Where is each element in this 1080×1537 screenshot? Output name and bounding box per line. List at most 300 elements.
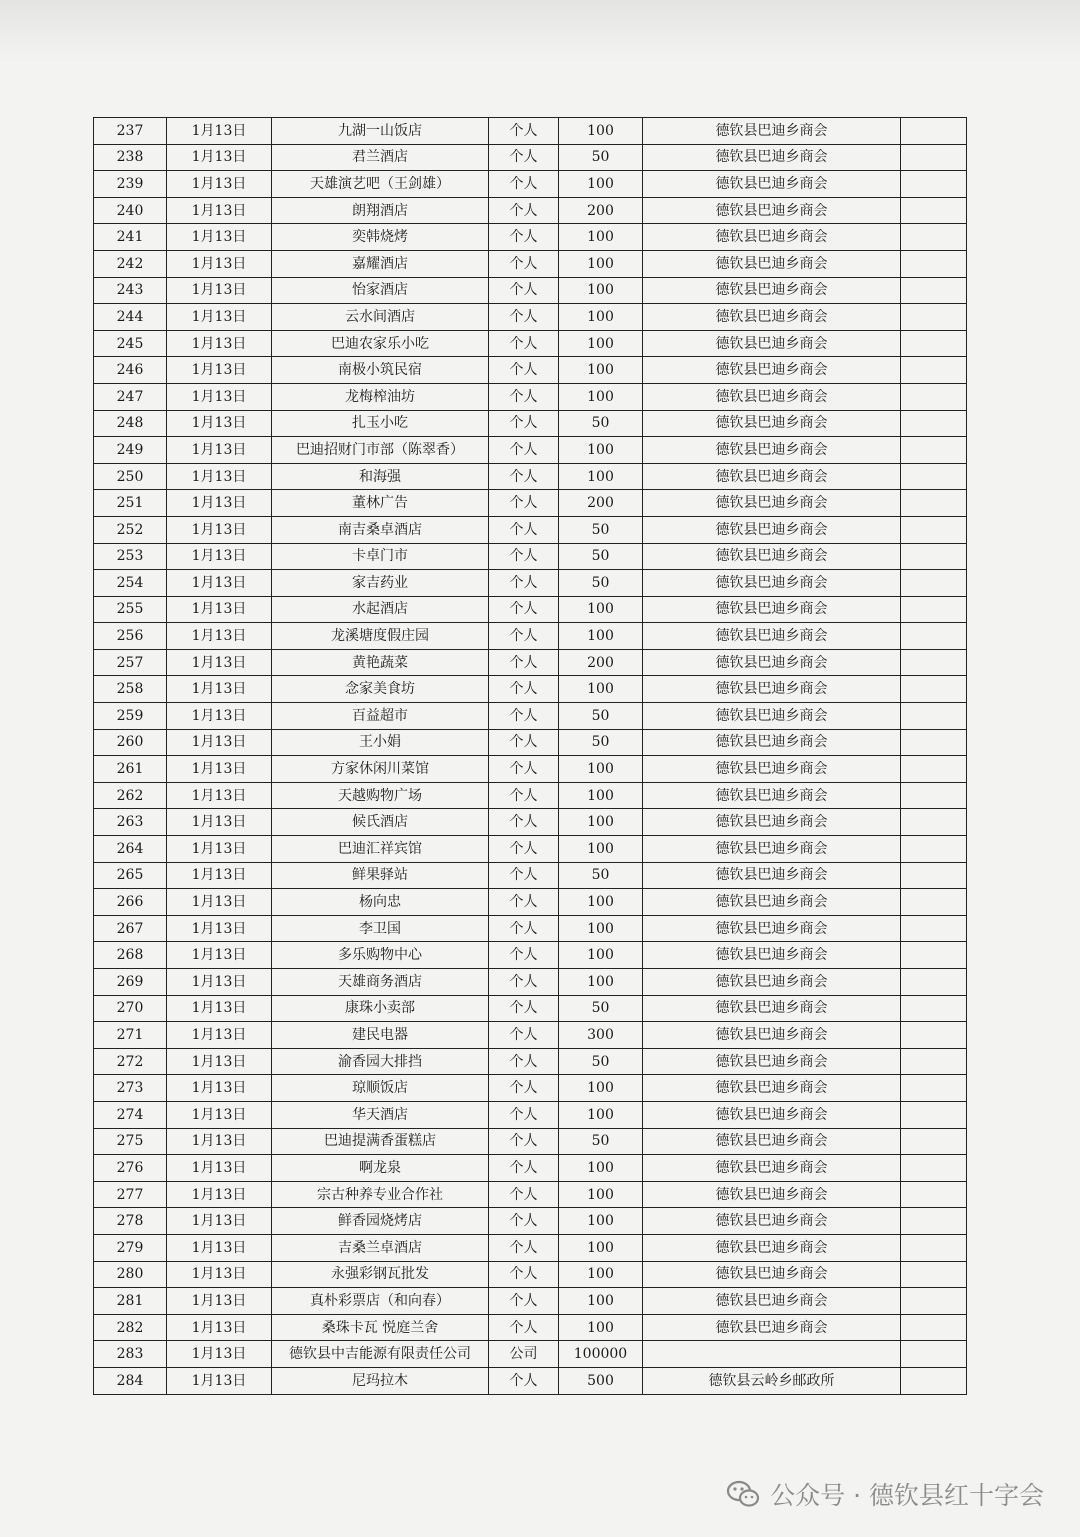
donor-name-cell: 宗古种养专业合作社 bbox=[272, 1181, 489, 1208]
remark-cell bbox=[901, 703, 967, 730]
donor-name-cell: 扎玉小吃 bbox=[272, 410, 489, 437]
donor-type-cell: 个人 bbox=[489, 915, 559, 942]
collecting-unit-cell: 德钦县巴迪乡商会 bbox=[643, 1022, 901, 1049]
remark-cell bbox=[901, 463, 967, 490]
donor-type-cell: 个人 bbox=[489, 729, 559, 756]
row-number-cell: 252 bbox=[94, 516, 167, 543]
amount-cell: 100 bbox=[559, 915, 643, 942]
amount-cell: 100 bbox=[559, 623, 643, 650]
donor-type-cell: 个人 bbox=[489, 649, 559, 676]
date-cell: 1月13日 bbox=[167, 969, 272, 996]
row-number-cell: 260 bbox=[94, 729, 167, 756]
amount-cell: 100 bbox=[559, 171, 643, 198]
remark-cell bbox=[901, 383, 967, 410]
donor-type-cell: 个人 bbox=[489, 490, 559, 517]
donor-type-cell: 个人 bbox=[489, 1261, 559, 1288]
remark-cell bbox=[901, 304, 967, 331]
donor-name-cell: 建民电器 bbox=[272, 1022, 489, 1049]
date-cell: 1月13日 bbox=[167, 1181, 272, 1208]
remark-cell bbox=[901, 596, 967, 623]
date-cell: 1月13日 bbox=[167, 570, 272, 597]
date-cell: 1月13日 bbox=[167, 171, 272, 198]
row-number-cell: 249 bbox=[94, 437, 167, 464]
collecting-unit-cell: 德钦县巴迪乡商会 bbox=[643, 1101, 901, 1128]
collecting-unit-cell: 德钦县巴迪乡商会 bbox=[643, 915, 901, 942]
date-cell: 1月13日 bbox=[167, 676, 272, 703]
remark-cell bbox=[901, 1181, 967, 1208]
date-cell: 1月13日 bbox=[167, 915, 272, 942]
donor-type-cell: 个人 bbox=[489, 1288, 559, 1315]
collecting-unit-cell: 德钦县巴迪乡商会 bbox=[643, 809, 901, 836]
date-cell: 1月13日 bbox=[167, 1288, 272, 1315]
row-number-cell: 284 bbox=[94, 1367, 167, 1394]
collecting-unit-cell: 德钦县巴迪乡商会 bbox=[643, 171, 901, 198]
amount-cell: 100 bbox=[559, 889, 643, 916]
donor-type-cell: 个人 bbox=[489, 304, 559, 331]
remark-cell bbox=[901, 357, 967, 384]
table-row bbox=[94, 1234, 967, 1261]
date-cell: 1月13日 bbox=[167, 1341, 272, 1368]
amount-cell: 100 bbox=[559, 782, 643, 809]
row-number-cell: 280 bbox=[94, 1261, 167, 1288]
remark-cell bbox=[901, 836, 967, 863]
row-number-cell: 267 bbox=[94, 915, 167, 942]
collecting-unit-cell: 德钦县巴迪乡商会 bbox=[643, 304, 901, 331]
donor-name-cell: 家吉药业 bbox=[272, 570, 489, 597]
table-row bbox=[94, 623, 967, 650]
collecting-unit-cell: 德钦县巴迪乡商会 bbox=[643, 1181, 901, 1208]
donor-name-cell: 啊龙泉 bbox=[272, 1155, 489, 1182]
collecting-unit-cell: 德钦县巴迪乡商会 bbox=[643, 277, 901, 304]
row-number-cell: 245 bbox=[94, 330, 167, 357]
date-cell: 1月13日 bbox=[167, 1155, 272, 1182]
remark-cell bbox=[901, 729, 967, 756]
donor-name-cell: 奕韩烧烤 bbox=[272, 224, 489, 251]
remark-cell bbox=[901, 1048, 967, 1075]
donor-type-cell: 公司 bbox=[489, 1341, 559, 1368]
remark-cell bbox=[901, 410, 967, 437]
row-number-cell: 250 bbox=[94, 463, 167, 490]
amount-cell: 100 bbox=[559, 1234, 643, 1261]
collecting-unit-cell: 德钦县巴迪乡商会 bbox=[643, 1128, 901, 1155]
date-cell: 1月13日 bbox=[167, 623, 272, 650]
row-number-cell: 283 bbox=[94, 1341, 167, 1368]
donor-name-cell: 候氏酒店 bbox=[272, 809, 489, 836]
collecting-unit-cell bbox=[643, 1341, 901, 1368]
remark-cell bbox=[901, 437, 967, 464]
date-cell: 1月13日 bbox=[167, 1314, 272, 1341]
date-cell: 1月13日 bbox=[167, 862, 272, 889]
amount-cell: 100 bbox=[559, 1181, 643, 1208]
amount-cell: 100 bbox=[559, 596, 643, 623]
amount-cell: 100 bbox=[559, 277, 643, 304]
date-cell: 1月13日 bbox=[167, 118, 272, 145]
collecting-unit-cell: 德钦县巴迪乡商会 bbox=[643, 118, 901, 145]
row-number-cell: 264 bbox=[94, 836, 167, 863]
row-number-cell: 273 bbox=[94, 1075, 167, 1102]
table-row bbox=[94, 1367, 967, 1394]
collecting-unit-cell: 德钦县云岭乡邮政所 bbox=[643, 1367, 901, 1394]
donor-type-cell: 个人 bbox=[489, 1128, 559, 1155]
row-number-cell: 258 bbox=[94, 676, 167, 703]
donor-type-cell: 个人 bbox=[489, 942, 559, 969]
remark-cell bbox=[901, 330, 967, 357]
donor-type-cell: 个人 bbox=[489, 995, 559, 1022]
amount-cell: 100 bbox=[559, 942, 643, 969]
table-row bbox=[94, 118, 967, 145]
donor-type-cell: 个人 bbox=[489, 809, 559, 836]
row-number-cell: 255 bbox=[94, 596, 167, 623]
table-row bbox=[94, 516, 967, 543]
date-cell: 1月13日 bbox=[167, 1128, 272, 1155]
row-number-cell: 248 bbox=[94, 410, 167, 437]
table-row bbox=[94, 969, 967, 996]
date-cell: 1月13日 bbox=[167, 516, 272, 543]
donor-name-cell: 百益超市 bbox=[272, 703, 489, 730]
amount-cell: 50 bbox=[559, 410, 643, 437]
donor-type-cell: 个人 bbox=[489, 224, 559, 251]
table-row bbox=[94, 1341, 967, 1368]
donation-table bbox=[93, 117, 967, 1395]
remark-cell bbox=[901, 197, 967, 224]
donor-name-cell: 永强彩钢瓦批发 bbox=[272, 1261, 489, 1288]
row-number-cell: 254 bbox=[94, 570, 167, 597]
collecting-unit-cell: 德钦县巴迪乡商会 bbox=[643, 729, 901, 756]
row-number-cell: 263 bbox=[94, 809, 167, 836]
date-cell: 1月13日 bbox=[167, 224, 272, 251]
remark-cell bbox=[901, 1155, 967, 1182]
table-row bbox=[94, 942, 967, 969]
donor-type-cell: 个人 bbox=[489, 1367, 559, 1394]
remark-cell bbox=[901, 1022, 967, 1049]
amount-cell: 100 bbox=[559, 676, 643, 703]
collecting-unit-cell: 德钦县巴迪乡商会 bbox=[643, 516, 901, 543]
table-row bbox=[94, 304, 967, 331]
collecting-unit-cell: 德钦县巴迪乡商会 bbox=[643, 1288, 901, 1315]
donor-name-cell: 真朴彩票店（和向春） bbox=[272, 1288, 489, 1315]
donor-type-cell: 个人 bbox=[489, 703, 559, 730]
donor-type-cell: 个人 bbox=[489, 862, 559, 889]
remark-cell bbox=[901, 995, 967, 1022]
remark-cell bbox=[901, 676, 967, 703]
remark-cell bbox=[901, 1208, 967, 1235]
date-cell: 1月13日 bbox=[167, 463, 272, 490]
remark-cell bbox=[901, 570, 967, 597]
remark-cell bbox=[901, 862, 967, 889]
donor-type-cell: 个人 bbox=[489, 330, 559, 357]
remark-cell bbox=[901, 649, 967, 676]
table-row bbox=[94, 1155, 967, 1182]
row-number-cell: 270 bbox=[94, 995, 167, 1022]
donor-name-cell: 天雄演艺吧（王剑雄） bbox=[272, 171, 489, 198]
remark-cell bbox=[901, 1128, 967, 1155]
table-row bbox=[94, 410, 967, 437]
row-number-cell: 272 bbox=[94, 1048, 167, 1075]
table-row bbox=[94, 862, 967, 889]
donor-name-cell: 杨向忠 bbox=[272, 889, 489, 916]
remark-cell bbox=[901, 1288, 967, 1315]
table-row bbox=[94, 357, 967, 384]
amount-cell: 100 bbox=[559, 1261, 643, 1288]
donor-type-cell: 个人 bbox=[489, 463, 559, 490]
donor-name-cell: 李卫国 bbox=[272, 915, 489, 942]
row-number-cell: 278 bbox=[94, 1208, 167, 1235]
row-number-cell: 268 bbox=[94, 942, 167, 969]
table-row bbox=[94, 224, 967, 251]
donor-type-cell: 个人 bbox=[489, 437, 559, 464]
donor-type-cell: 个人 bbox=[489, 197, 559, 224]
amount-cell: 100 bbox=[559, 809, 643, 836]
amount-cell: 100 bbox=[559, 1075, 643, 1102]
date-cell: 1月13日 bbox=[167, 144, 272, 171]
row-number-cell: 247 bbox=[94, 383, 167, 410]
amount-cell: 50 bbox=[559, 729, 643, 756]
donor-type-cell: 个人 bbox=[489, 383, 559, 410]
collecting-unit-cell: 德钦县巴迪乡商会 bbox=[643, 1075, 901, 1102]
row-number-cell: 276 bbox=[94, 1155, 167, 1182]
table-row bbox=[94, 782, 967, 809]
donor-type-cell: 个人 bbox=[489, 969, 559, 996]
row-number-cell: 281 bbox=[94, 1288, 167, 1315]
date-cell: 1月13日 bbox=[167, 782, 272, 809]
donor-type-cell: 个人 bbox=[489, 1208, 559, 1235]
table-row bbox=[94, 570, 967, 597]
date-cell: 1月13日 bbox=[167, 383, 272, 410]
collecting-unit-cell: 德钦县巴迪乡商会 bbox=[643, 250, 901, 277]
date-cell: 1月13日 bbox=[167, 1022, 272, 1049]
donor-type-cell: 个人 bbox=[489, 889, 559, 916]
collecting-unit-cell: 德钦县巴迪乡商会 bbox=[643, 357, 901, 384]
donor-type-cell: 个人 bbox=[489, 1101, 559, 1128]
donor-name-cell: 董林广告 bbox=[272, 490, 489, 517]
date-cell: 1月13日 bbox=[167, 649, 272, 676]
donor-name-cell: 朗翔酒店 bbox=[272, 197, 489, 224]
table-row bbox=[94, 437, 967, 464]
amount-cell: 50 bbox=[559, 995, 643, 1022]
table-row bbox=[94, 144, 967, 171]
amount-cell: 100 bbox=[559, 1155, 643, 1182]
donor-name-cell: 德钦县中吉能源有限责任公司 bbox=[272, 1341, 489, 1368]
date-cell: 1月13日 bbox=[167, 437, 272, 464]
row-number-cell: 265 bbox=[94, 862, 167, 889]
amount-cell: 300 bbox=[559, 1022, 643, 1049]
table-row bbox=[94, 490, 967, 517]
donor-type-cell: 个人 bbox=[489, 410, 559, 437]
date-cell: 1月13日 bbox=[167, 1367, 272, 1394]
amount-cell: 100 bbox=[559, 437, 643, 464]
donor-name-cell: 云水间酒店 bbox=[272, 304, 489, 331]
table-row bbox=[94, 1261, 967, 1288]
donor-name-cell: 巴迪招财门市部（陈翠香） bbox=[272, 437, 489, 464]
amount-cell: 100 bbox=[559, 756, 643, 783]
collecting-unit-cell: 德钦县巴迪乡商会 bbox=[643, 703, 901, 730]
amount-cell: 100 bbox=[559, 383, 643, 410]
row-number-cell: 269 bbox=[94, 969, 167, 996]
date-cell: 1月13日 bbox=[167, 1101, 272, 1128]
date-cell: 1月13日 bbox=[167, 250, 272, 277]
donor-name-cell: 方家休闲川菜馆 bbox=[272, 756, 489, 783]
amount-cell: 50 bbox=[559, 543, 643, 570]
date-cell: 1月13日 bbox=[167, 756, 272, 783]
remark-cell bbox=[901, 250, 967, 277]
row-number-cell: 239 bbox=[94, 171, 167, 198]
remark-cell bbox=[901, 915, 967, 942]
donor-name-cell: 嘉耀酒店 bbox=[272, 250, 489, 277]
row-number-cell: 274 bbox=[94, 1101, 167, 1128]
remark-cell bbox=[901, 1101, 967, 1128]
donor-type-cell: 个人 bbox=[489, 782, 559, 809]
donor-type-cell: 个人 bbox=[489, 357, 559, 384]
amount-cell: 100 bbox=[559, 357, 643, 384]
wechat-icon bbox=[726, 1479, 760, 1509]
donor-name-cell: 桑珠卡瓦 悦庭兰舍 bbox=[272, 1314, 489, 1341]
row-number-cell: 253 bbox=[94, 543, 167, 570]
date-cell: 1月13日 bbox=[167, 729, 272, 756]
remark-cell bbox=[901, 782, 967, 809]
collecting-unit-cell: 德钦县巴迪乡商会 bbox=[643, 463, 901, 490]
page-top-shadow bbox=[0, 0, 1080, 60]
donor-type-cell: 个人 bbox=[489, 1075, 559, 1102]
row-number-cell: 237 bbox=[94, 118, 167, 145]
date-cell: 1月13日 bbox=[167, 543, 272, 570]
remark-cell bbox=[901, 942, 967, 969]
donor-name-cell: 龙梅榨油坊 bbox=[272, 383, 489, 410]
remark-cell bbox=[901, 969, 967, 996]
date-cell: 1月13日 bbox=[167, 410, 272, 437]
table-row bbox=[94, 1181, 967, 1208]
table-row bbox=[94, 596, 967, 623]
table-row bbox=[94, 171, 967, 198]
table-row bbox=[94, 649, 967, 676]
date-cell: 1月13日 bbox=[167, 277, 272, 304]
amount-cell: 50 bbox=[559, 703, 643, 730]
collecting-unit-cell: 德钦县巴迪乡商会 bbox=[643, 144, 901, 171]
donor-type-cell: 个人 bbox=[489, 1022, 559, 1049]
amount-cell: 50 bbox=[559, 144, 643, 171]
donor-type-cell: 个人 bbox=[489, 836, 559, 863]
collecting-unit-cell: 德钦县巴迪乡商会 bbox=[643, 224, 901, 251]
collecting-unit-cell: 德钦县巴迪乡商会 bbox=[643, 570, 901, 597]
table-row bbox=[94, 703, 967, 730]
remark-cell bbox=[901, 756, 967, 783]
donor-name-cell: 渝香园大排挡 bbox=[272, 1048, 489, 1075]
donor-name-cell: 君兰酒店 bbox=[272, 144, 489, 171]
donor-name-cell: 巴迪提满香蛋糕店 bbox=[272, 1128, 489, 1155]
table-row bbox=[94, 1208, 967, 1235]
collecting-unit-cell: 德钦县巴迪乡商会 bbox=[643, 330, 901, 357]
donor-name-cell: 天雄商务酒店 bbox=[272, 969, 489, 996]
row-number-cell: 259 bbox=[94, 703, 167, 730]
collecting-unit-cell: 德钦县巴迪乡商会 bbox=[643, 1048, 901, 1075]
row-number-cell: 266 bbox=[94, 889, 167, 916]
remark-cell bbox=[901, 277, 967, 304]
date-cell: 1月13日 bbox=[167, 703, 272, 730]
collecting-unit-cell: 德钦县巴迪乡商会 bbox=[643, 836, 901, 863]
remark-cell bbox=[901, 224, 967, 251]
remark-cell bbox=[901, 543, 967, 570]
date-cell: 1月13日 bbox=[167, 995, 272, 1022]
donor-type-cell: 个人 bbox=[489, 543, 559, 570]
donor-name-cell: 巴迪汇祥宾馆 bbox=[272, 836, 489, 863]
remark-cell bbox=[901, 1234, 967, 1261]
collecting-unit-cell: 德钦县巴迪乡商会 bbox=[643, 649, 901, 676]
collecting-unit-cell: 德钦县巴迪乡商会 bbox=[643, 1208, 901, 1235]
amount-cell: 50 bbox=[559, 516, 643, 543]
row-number-cell: 271 bbox=[94, 1022, 167, 1049]
amount-cell: 100 bbox=[559, 1208, 643, 1235]
donor-name-cell: 尼玛拉木 bbox=[272, 1367, 489, 1394]
collecting-unit-cell: 德钦县巴迪乡商会 bbox=[643, 410, 901, 437]
collecting-unit-cell: 德钦县巴迪乡商会 bbox=[643, 623, 901, 650]
table-row bbox=[94, 995, 967, 1022]
collecting-unit-cell: 德钦县巴迪乡商会 bbox=[643, 756, 901, 783]
amount-cell: 100 bbox=[559, 969, 643, 996]
collecting-unit-cell: 德钦县巴迪乡商会 bbox=[643, 197, 901, 224]
remark-cell bbox=[901, 809, 967, 836]
collecting-unit-cell: 德钦县巴迪乡商会 bbox=[643, 1234, 901, 1261]
donor-name-cell: 巴迪农家乐小吃 bbox=[272, 330, 489, 357]
table-row bbox=[94, 463, 967, 490]
donor-name-cell: 水起酒店 bbox=[272, 596, 489, 623]
row-number-cell: 240 bbox=[94, 197, 167, 224]
remark-cell bbox=[901, 889, 967, 916]
date-cell: 1月13日 bbox=[167, 1261, 272, 1288]
amount-cell: 100 bbox=[559, 1101, 643, 1128]
amount-cell: 100 bbox=[559, 304, 643, 331]
amount-cell: 200 bbox=[559, 649, 643, 676]
table-row bbox=[94, 915, 967, 942]
donor-type-cell: 个人 bbox=[489, 118, 559, 145]
collecting-unit-cell: 德钦县巴迪乡商会 bbox=[643, 782, 901, 809]
donor-type-cell: 个人 bbox=[489, 676, 559, 703]
donor-name-cell: 鲜香园烧烤店 bbox=[272, 1208, 489, 1235]
remark-cell bbox=[901, 1314, 967, 1341]
collecting-unit-cell: 德钦县巴迪乡商会 bbox=[643, 995, 901, 1022]
amount-cell: 100 bbox=[559, 118, 643, 145]
table-row bbox=[94, 756, 967, 783]
table-row bbox=[94, 1128, 967, 1155]
table-row bbox=[94, 1288, 967, 1315]
date-cell: 1月13日 bbox=[167, 1048, 272, 1075]
donor-type-cell: 个人 bbox=[489, 277, 559, 304]
remark-cell bbox=[901, 1261, 967, 1288]
donor-name-cell: 南吉桑卓酒店 bbox=[272, 516, 489, 543]
remark-cell bbox=[901, 623, 967, 650]
amount-cell: 200 bbox=[559, 490, 643, 517]
date-cell: 1月13日 bbox=[167, 809, 272, 836]
table-row bbox=[94, 250, 967, 277]
date-cell: 1月13日 bbox=[167, 836, 272, 863]
table-row bbox=[94, 836, 967, 863]
table-row bbox=[94, 1101, 967, 1128]
amount-cell: 50 bbox=[559, 1128, 643, 1155]
amount-cell: 100 bbox=[559, 1288, 643, 1315]
donor-name-cell: 鲜果驿站 bbox=[272, 862, 489, 889]
amount-cell: 100 bbox=[559, 1314, 643, 1341]
donor-type-cell: 个人 bbox=[489, 171, 559, 198]
remark-cell bbox=[901, 1367, 967, 1394]
collecting-unit-cell: 德钦县巴迪乡商会 bbox=[643, 490, 901, 517]
amount-cell: 100 bbox=[559, 463, 643, 490]
donor-type-cell: 个人 bbox=[489, 1314, 559, 1341]
collecting-unit-cell: 德钦县巴迪乡商会 bbox=[643, 1314, 901, 1341]
donor-type-cell: 个人 bbox=[489, 1155, 559, 1182]
amount-cell: 100 bbox=[559, 836, 643, 863]
donor-name-cell: 康珠小卖部 bbox=[272, 995, 489, 1022]
collecting-unit-cell: 德钦县巴迪乡商会 bbox=[643, 1261, 901, 1288]
row-number-cell: 238 bbox=[94, 144, 167, 171]
watermark-text: 公众号 · 德钦县红十字会 bbox=[770, 1481, 1044, 1510]
